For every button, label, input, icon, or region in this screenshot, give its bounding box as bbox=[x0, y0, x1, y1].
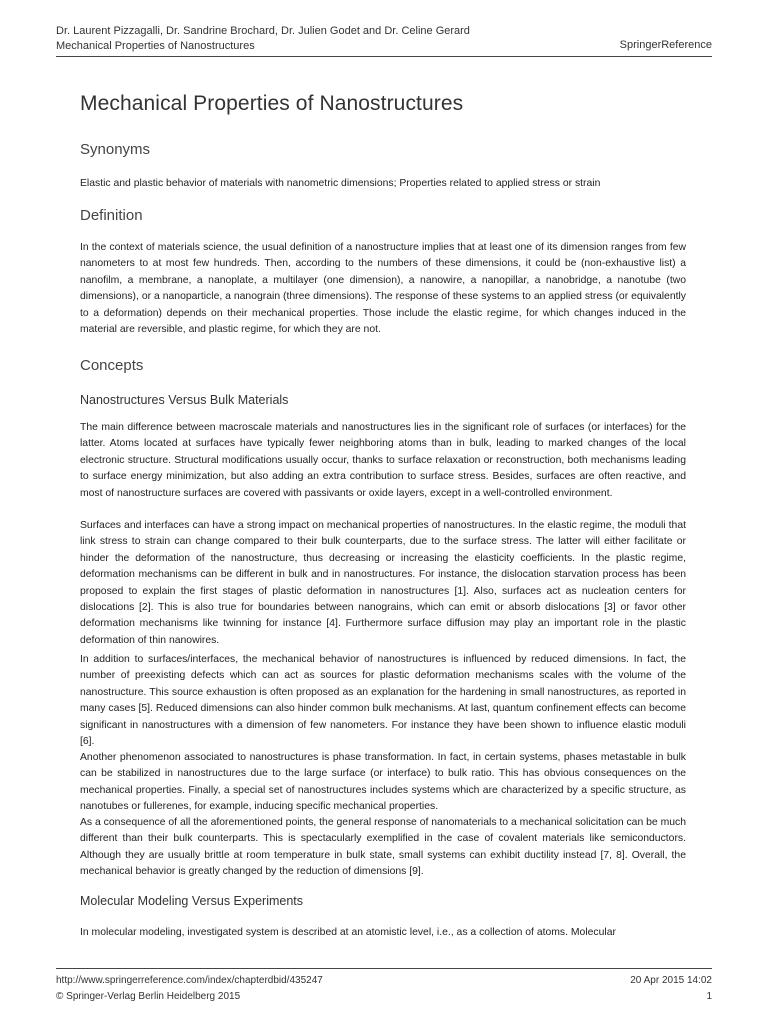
synonyms-heading: Synonyms bbox=[80, 141, 151, 158]
footer-divider bbox=[56, 968, 712, 969]
header-chapter-title: Mechanical Properties of Nanostructures bbox=[56, 40, 255, 52]
concepts-paragraph: Surfaces and interfaces can have a strong impact on mechanical properties of nanostructures. In the elastic regime, the moduli that link stress to strain can change compared to their bulk counterparts, due to the surface stress. The latter will either facilitate or hinder the deformation of the nanostructure, thus decreasing or increasing the elasticity coefficients. In the plastic regime, deformation mechanisms can be different in bulk and in nanostructures. For instance, the dislocation starvation process has been proposed to explain the first stages of plastic deformation in nanostructures [1]. Also, surfaces act as nucleation centers for dislocations [2]. This is also true for boundaries between nanograins, which can emit or absorb dislocations [3] or favor other deformation mechanisms like twinning for instance [4]. Furthermore surface diffusion may play an important role in the plastic deformation of thin nanowires. bbox=[80, 520, 686, 646]
footer-copyright: © Springer-Verlag Berlin Heidelberg 2015 bbox=[56, 991, 241, 1002]
synonyms-text: Elastic and plastic behavior of materials with nanometric dimensions; Properties related to applied stress or strain bbox=[80, 178, 601, 189]
page-title: Mechanical Properties of Nanostructures bbox=[80, 92, 464, 115]
page-number: 1 bbox=[706, 991, 712, 1002]
concepts-paragraph: Another phenomenon associated to nanostructures is phase transformation. In fact, in certain systems, phases metastable in bulk can be stabilized in nanostructures due to the large surface (or interface) to bulk ratio. This has obvious consequences on the mechanical properties. Finally, a special set of nanostructures includes systems which are characterized by a specific structure, as nanotubes or fullerenes, for example, inducing specific mechanical properties. bbox=[80, 752, 686, 813]
subsection-heading-bulk: Nanostructures Versus Bulk Materials bbox=[80, 393, 289, 407]
header-brand: SpringerReference bbox=[619, 39, 712, 51]
concepts-paragraph: As a consequence of all the aforementioned points, the general response of nanomaterials to a mechanical solicitation can be much different than their bulk counterparts. This is spectacularly exemplified in the case of covalent materials like semiconductors. Although they are usually brittle at room temperature in bulk state, small systems can exhibit ductility instead [7, 8]. Overall, the mechanical behavior is greatly changed by the reduction of dimensions [9]. bbox=[80, 817, 686, 878]
footer-url[interactable]: http://www.springerreference.com/index/chapterdbid/435247 bbox=[56, 975, 323, 986]
definition-heading: Definition bbox=[80, 207, 143, 224]
definition-text: In the context of materials science, the usual definition of a nanostructure implies that at least one of its dimension ranges from few nanometers to at most few hundreds. Then, according to the numbers of these dimensions, it could be (non-exhaustive list) a nanofilm, a membrane, a nanoplate, a multilayer (one dimension), a nanowire, a nanopillar, a nanobridge, a nanotube (two dimensions), or a nanoparticle, a nanograin (three dimensions). The response of these systems to an applied stress (or equivalently to a deformation) depends on their mechanical properties. Those include the elastic regime, for which changes induced in the material are reversible, and plastic regime, for which they are not. bbox=[80, 242, 686, 336]
subsection-heading-modeling: Molecular Modeling Versus Experiments bbox=[80, 894, 304, 908]
header-authors: Dr. Laurent Pizzagalli, Dr. Sandrine Brochard, Dr. Julien Godet and Dr. Celine Gerard bbox=[56, 25, 470, 37]
concepts-paragraph: The main difference between macroscale materials and nanostructures lies in the significant role of surfaces (or interfaces) for the latter. Atoms located at surfaces have typically fewer neighboring atoms than in bulk, leading to marked changes of the local electronic structure. Structural modifications usually occur, thanks to surface relaxation or reconstruction, both mechanisms leading to surface energy minimization, but also adding an extra contribution to surface stress. Besides, surfaces are often reactive, and most of nanostructure surfaces are covered with passivants or oxide layers, except in a well-controlled environment. bbox=[80, 422, 686, 499]
modeling-text: In molecular modeling, investigated system is described at an atomistic level, i.e., as a collection of atoms. Molecular bbox=[80, 927, 616, 938]
concepts-heading: Concepts bbox=[80, 357, 144, 374]
concepts-paragraph: In addition to surfaces/interfaces, the mechanical behavior of nanostructures is influenced by reduced dimensions. In fact, the number of preexisting defects which can act as sources for plastic deformation mechanisms scales with the volume of the nanostructure. This source exhaustion is often proposed as an explanation for the hardening in small nanostructures, as reported in many cases [5]. Reduced dimensions can also hinder common bulk mechanisms. At last, quantum confinement effects can become significant in nanostructures with a dimension of few nanometers. For instance they have been shown to influence elastic moduli [6]. bbox=[80, 654, 686, 748]
footer-date: 20 Apr 2015 14:02 bbox=[630, 975, 712, 986]
header-divider bbox=[56, 56, 712, 57]
